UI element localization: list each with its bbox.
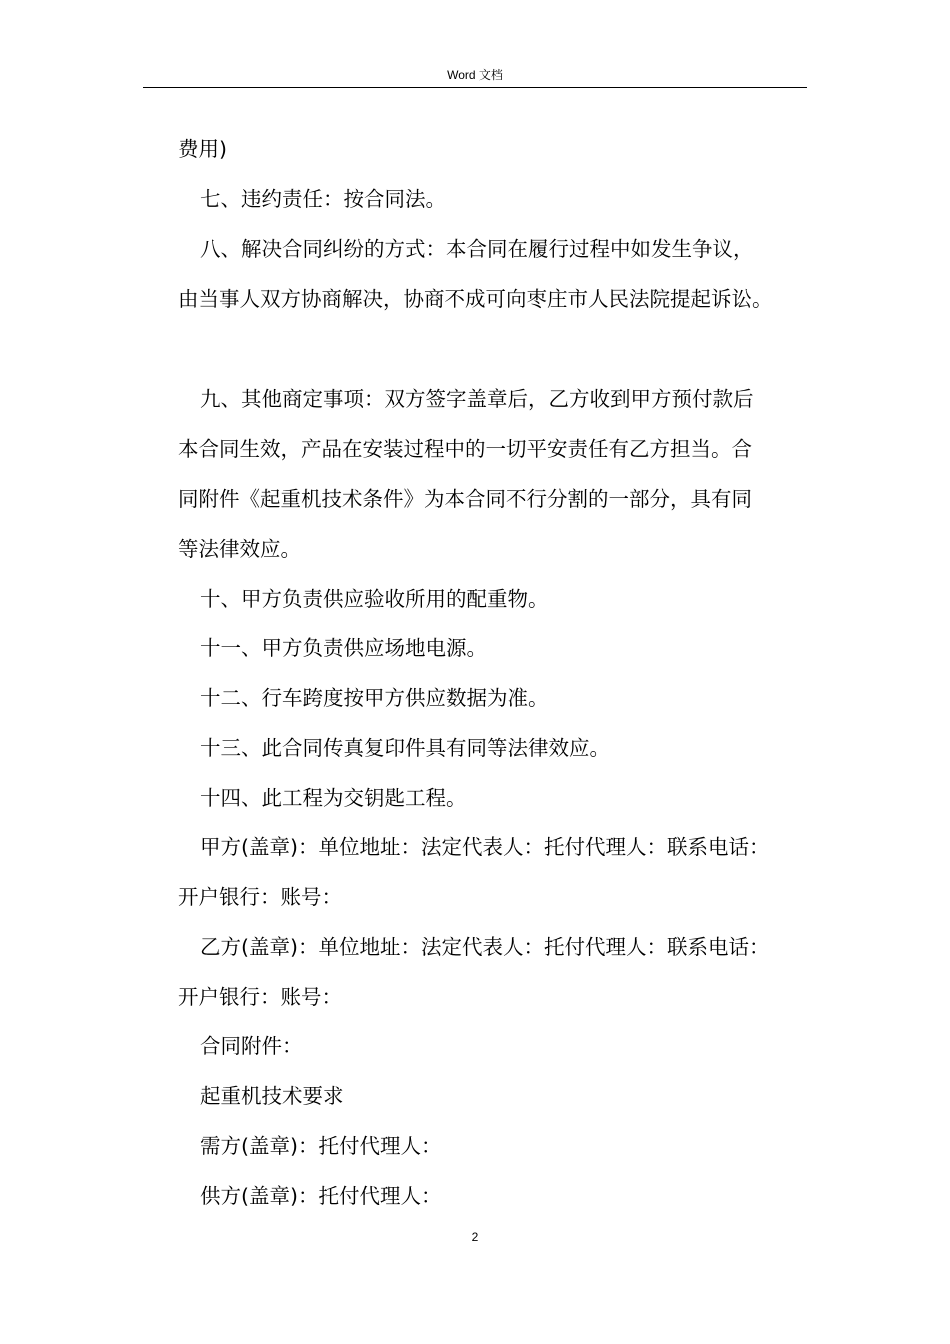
paragraph-line: 十、甲方负责供应验收所用的配重物。 [200,587,549,611]
paragraph-line: 十四、此工程为交钥匙工程。 [200,786,467,810]
paragraph-line: 甲方(盖章)：单位地址：法定代表人：托付代理人：联系电话： [200,835,770,859]
paragraph-line: 等法律效应。 [178,537,301,561]
paragraph-line: 供方(盖章)：托付代理人： [200,1184,442,1208]
paragraph-line: 本合同生效，产品在安装过程中的一切平安责任有乙方担当。合 [178,437,752,461]
paragraph-line: 同附件《起重机技术条件》为本合同不行分割的一部分，具有同 [178,487,752,511]
paragraph-line: 九、其他商定事项：双方签字盖章后，乙方收到甲方预付款后 [200,387,754,411]
paragraph-line: 十三、此合同传真复印件具有同等法律效应。 [200,736,610,760]
paragraph-line: 开户银行：账号： [178,985,342,1009]
paragraph-line: 需方(盖章)：托付代理人： [200,1134,442,1158]
paragraph-line: 七、违约责任：按合同法。 [200,187,446,211]
paragraph-line: 十一、甲方负责供应场地电源。 [200,636,487,660]
paragraph-line: 由当事人双方协商解决，协商不成可向枣庄市人民法院提起诉讼。 [178,287,773,311]
header-divider [143,87,807,88]
paragraph-line: 八、解决合同纠纷的方式：本合同在履行过程中如发生争议， [200,237,754,261]
paragraph-line: 十二、行车跨度按甲方供应数据为准。 [200,686,549,710]
paragraph-line: 起重机技术要求 [200,1084,344,1108]
page-header-title: Word 文档 [447,68,503,82]
paragraph-line: 开户银行：账号： [178,885,342,909]
paragraph-line: 乙方(盖章)：单位地址：法定代表人：托付代理人：联系电话： [200,935,770,959]
page-number: 2 [471,1230,479,1244]
paragraph-line: 费用) [178,137,227,161]
paragraph-line: 合同附件： [200,1034,303,1058]
